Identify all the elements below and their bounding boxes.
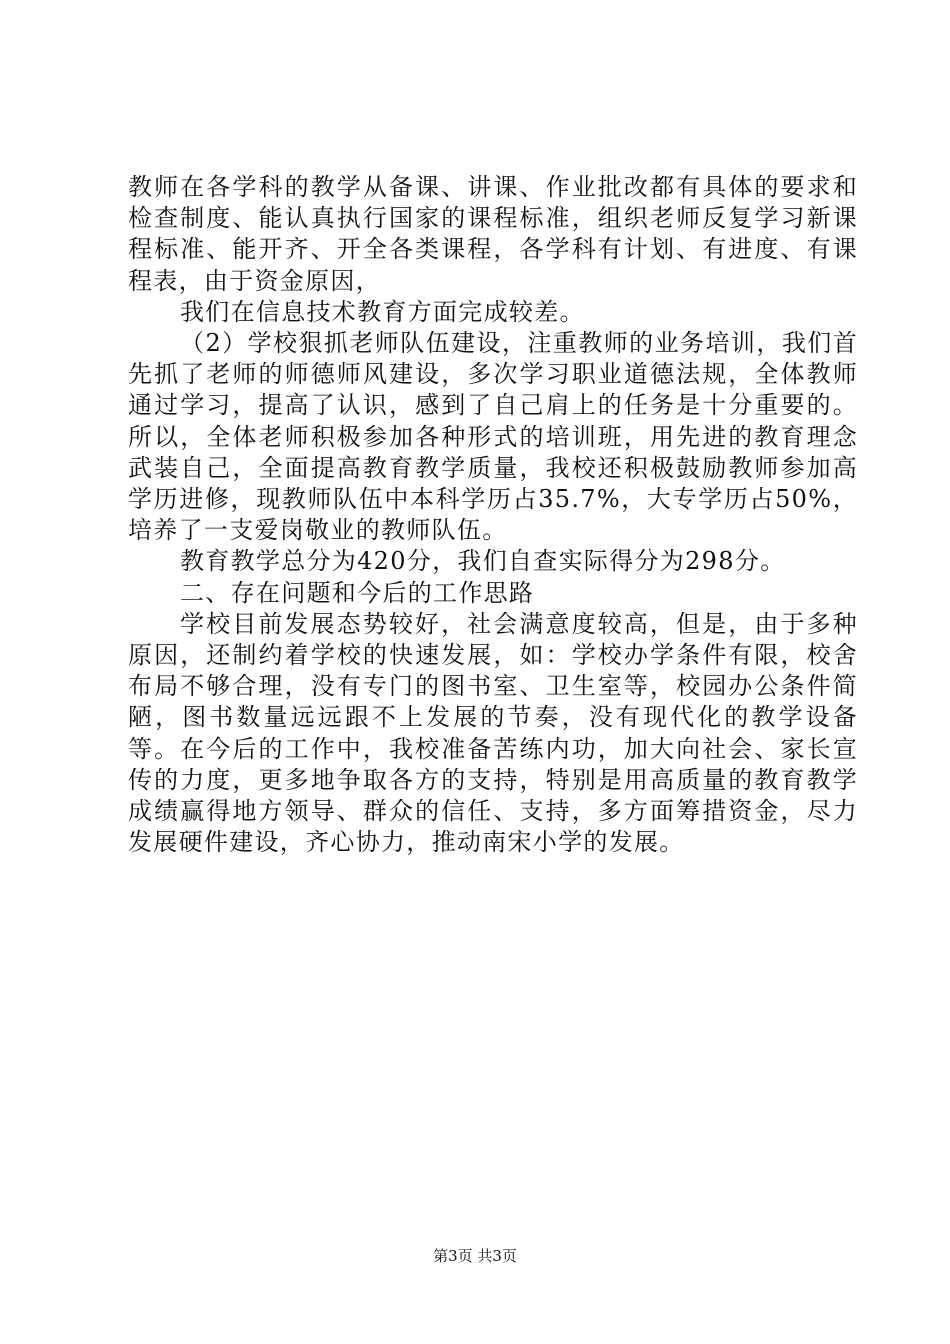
page-footer: 第3页 共3页 [433,1247,517,1265]
document-body [128,172,858,858]
paragraph-problems-and-plans: 学校目前发展态势较好，社会满意度较高，但是，由于多种原因，还制约着学校的快速发展，如：学校办学条件有限，校舍布局不够合理，没有专门的图书室、卫生室等，校园办公条件简陋，图书数量远远跟不上发展的节奏，没有现代化的教学设备等。在今后的工作中，我校准备苦练内功，加大向社会、家长宣传的力度，更多地争取各方的支持，特别是用高质量的教育教学成绩赢得地方领导、群众的信任、支持，多方面筹措资金，尽力发展硬件建设，齐心协力，推动南宋小学的发展。 [128,609,858,857]
paragraph-teaching-requirements: 教师在各学科的教学从备课、讲课、作业批改都有具体的要求和检查制度、能认真执行国家的课程标准，组织老师反复学习新课程标准、能开齐、开全各类课程，各学科有计划、有进度、有课程表，由于资金原因， [128,173,858,295]
section-heading-problems: 二、存在问题和今后的工作思路 [180,578,535,607]
paragraph-it-education: 我们在信息技术教育方面完成较差。 [180,297,585,326]
paragraph-teacher-training: （2）学校狠抓老师队伍建设，注重教师的业务培训，我们首先抓了老师的师德师风建设，多次学习职业道德法规，全体教师通过学习，提高了认识，感到了自己肩上的任务是十分重要的。所以，全体老师积极参加各种形式的培训班，用先进的教育理念武装自己，全面提高教育教学质量，我校还积极鼓励教师参加高学历进修，现教师队伍中本科学历占35.7%，大专学历占50%，培养了一支爱岗敬业的教师队伍。 [128,329,858,545]
paragraph-score-summary: 教育教学总分为420分，我们自查实际得分为298分。 [180,547,786,576]
